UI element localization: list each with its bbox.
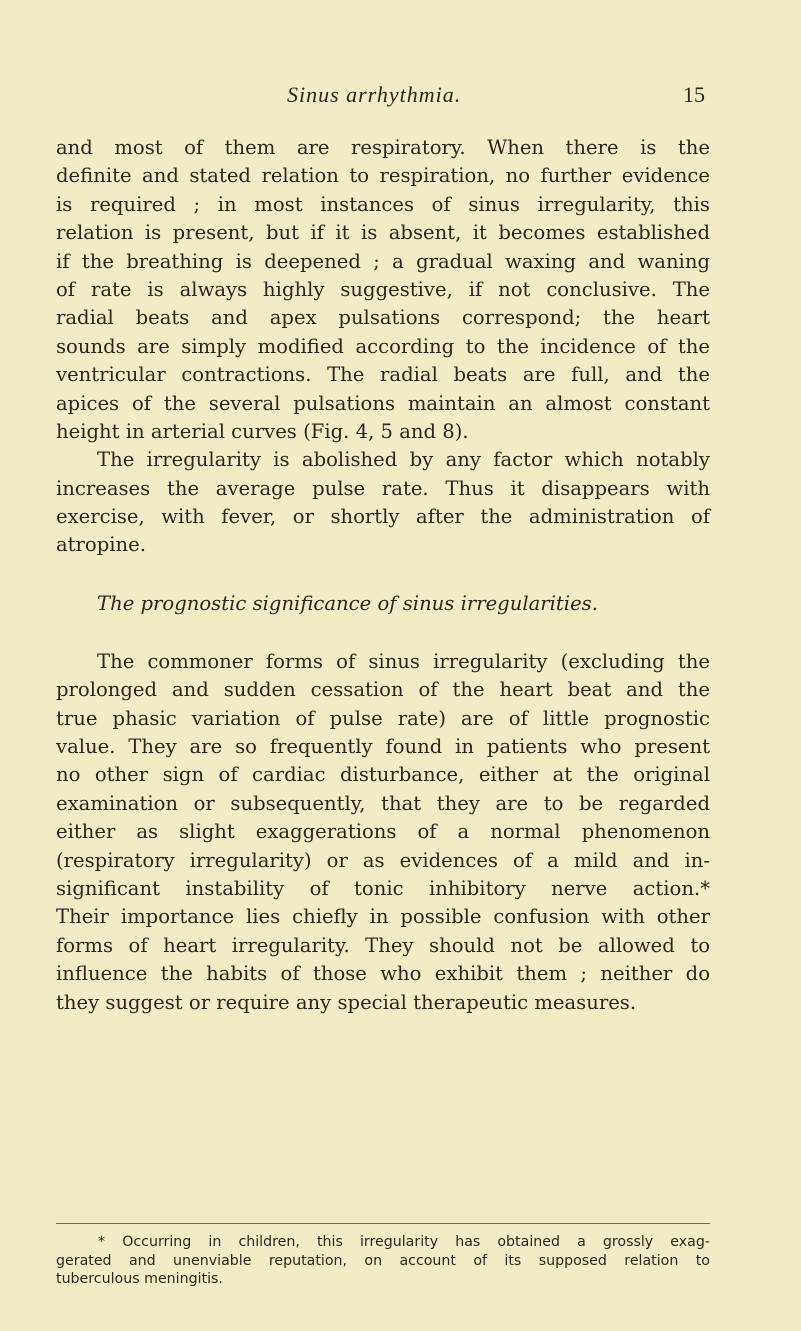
section-gap: [56, 619, 710, 648]
text-line: (respiratory irregularity) or as evidences of a mild and in-: [56, 848, 710, 872]
section-gap: [56, 560, 710, 589]
text-line: definite and stated relation to respiration, no further evidence: [56, 164, 710, 188]
paragraph-1: [56, 134, 710, 446]
text-line: The commoner forms of sinus irregularity (excluding the: [97, 649, 710, 673]
text-line: they suggest or require any special therapeutic measures.: [56, 990, 637, 1014]
text-line: atropine.: [56, 533, 146, 557]
footnote: [56, 1233, 710, 1289]
footnote-rule: [56, 1223, 710, 1224]
text-line: The irregularity is abolished by any factor which notably: [97, 448, 710, 472]
text-line: is required ; in most instances of sinus irregularity, this: [56, 192, 710, 216]
footnote-line: * Occurring in children, this irregularity has obtained a grossly exag-: [98, 1234, 710, 1250]
text-line: radial beats and apex pulsations correspond; the heart: [56, 306, 710, 330]
text-line: ventricular contractions. The radial beats are full, and the: [56, 363, 710, 387]
text-line: relation is present, but if it is absent, it becomes established: [56, 221, 710, 245]
text-line: height in arterial curves (Fig. 4, 5 and 8).: [56, 419, 469, 443]
text-line: no other sign of cardiac disturbance, either at the original: [56, 763, 710, 787]
text-line: if the breathing is deepened ; a gradual waxing and waning: [56, 249, 710, 273]
body-text: [56, 134, 710, 1017]
paragraph-2: [56, 446, 710, 560]
text-line: influence the habits of those who exhibit them ; neither do: [56, 962, 710, 986]
page-header: [0, 76, 801, 116]
text-line: either as slight exaggerations of a normal phenomenon: [56, 820, 710, 844]
paragraph-3: [56, 648, 710, 1017]
text-line: apices of the several pulsations maintain an almost constant: [56, 391, 710, 415]
text-line: prolonged and sudden cessation of the heart beat and the: [56, 678, 710, 702]
page-number: 15: [683, 82, 705, 107]
text-line: examination or subsequently, that they are to be regarded: [56, 791, 710, 815]
footnote-line: tuberculous meningitis.: [56, 1271, 223, 1287]
text-line: exercise, with fever, or shortly after the administration of: [56, 505, 710, 529]
text-line: and most of them are respiratory. When there is the: [56, 136, 710, 159]
text-line: sounds are simply modified according to the incidence of the: [56, 334, 710, 358]
text-line: forms of heart irregularity. They should not be allowed to: [56, 933, 710, 957]
text-line: of rate is always highly suggestive, if not conclusive. The: [56, 277, 710, 301]
text-line: increases the average pulse rate. Thus it disappears with: [56, 476, 710, 500]
running-title: Sinus arrhythmia.: [287, 82, 462, 107]
section-subheading: The prognostic significance of sinus irregularities.: [97, 591, 598, 615]
text-line: value. They are so frequently found in patients who present: [56, 735, 710, 759]
text-line: significant instability of tonic inhibitory nerve action.*: [56, 876, 710, 900]
text-line: Their importance lies chiefly in possible confusion with other: [56, 905, 710, 929]
footnote-line: gerated and unenviable reputation, on account of its supposed relation to: [56, 1252, 710, 1269]
text-line: true phasic variation of pulse rate) are of little prognostic: [56, 706, 710, 730]
